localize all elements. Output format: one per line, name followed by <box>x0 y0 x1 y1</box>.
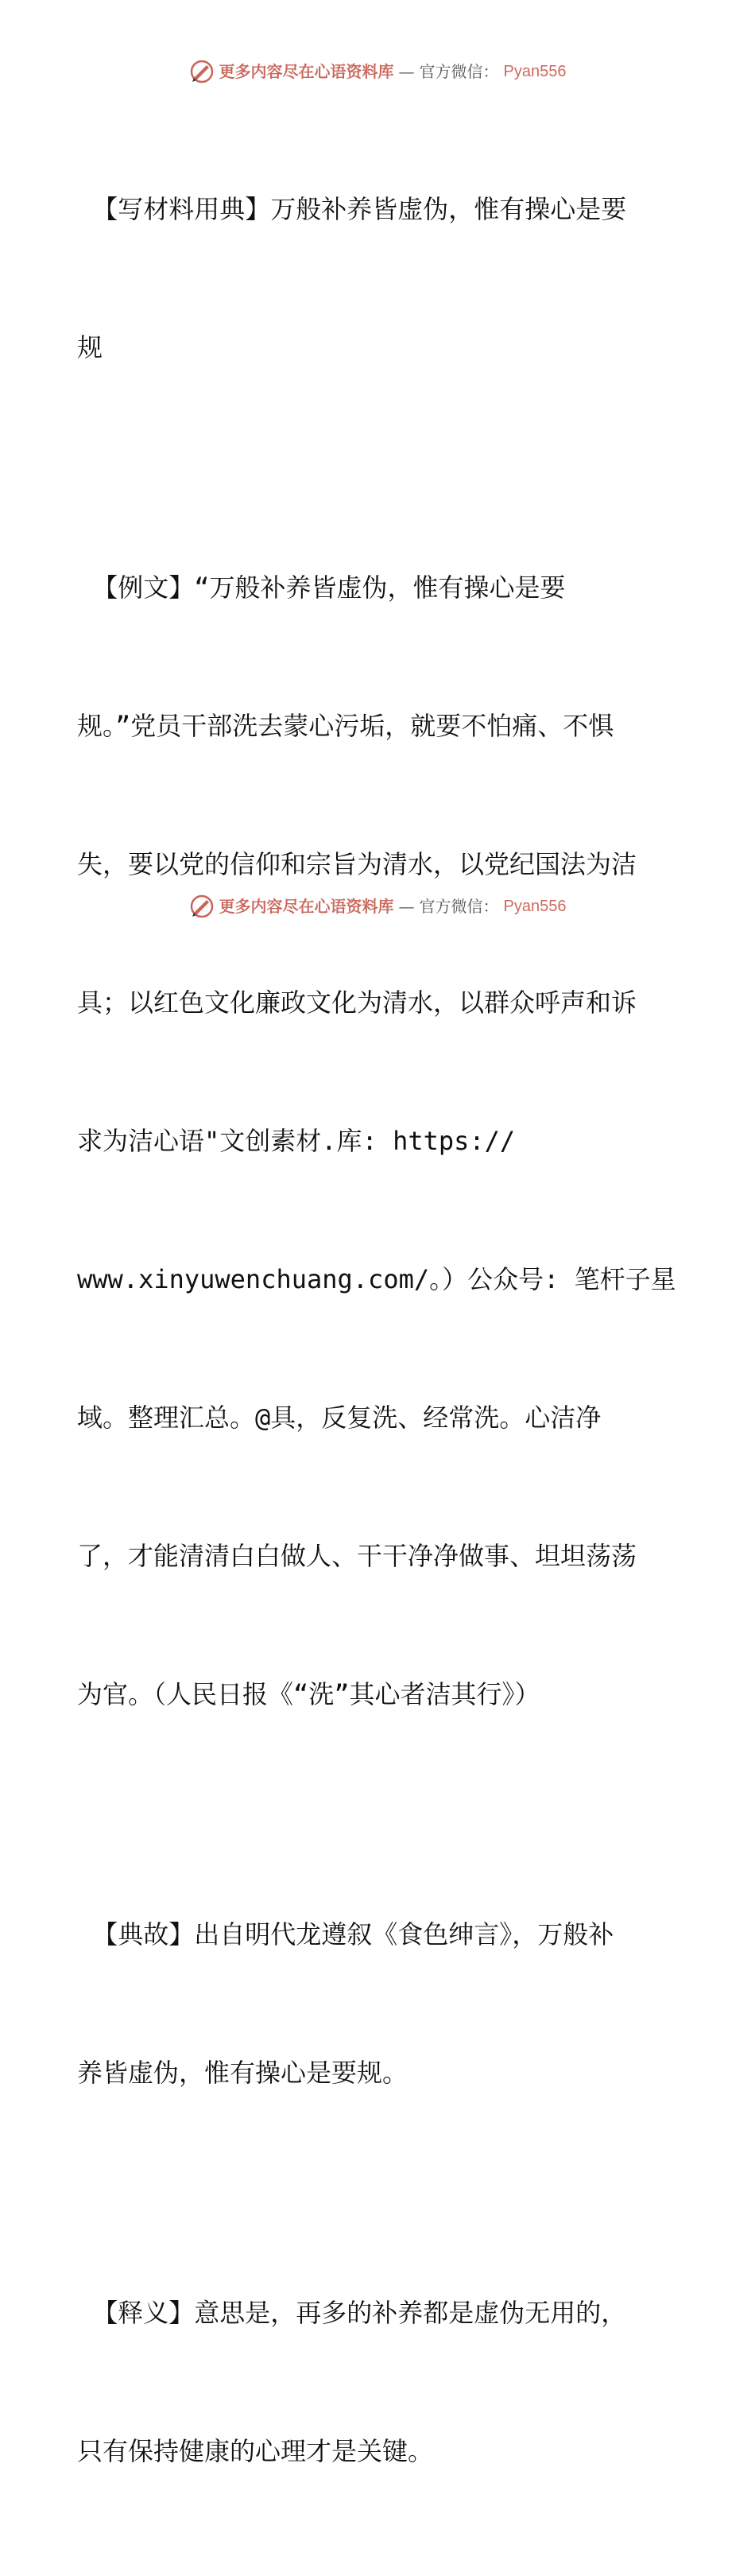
text-line: 【典故】出自明代龙遵叙《食色绅言》，万般补 <box>77 1919 614 1949</box>
document-body <box>77 94 681 2576</box>
footer-banner-title: 更多内容尽在心语资料库 <box>219 897 394 916</box>
footer-banner-wechat-label: 官方微信： <box>419 897 499 916</box>
footer-banner-content <box>189 894 567 919</box>
header-banner-wechat-id: Pyan556 <box>503 63 567 80</box>
text-line: 【释义】意思是，再多的补养都是虚伪无用的， <box>77 2298 627 2328</box>
footer-banner-separator: — <box>398 897 415 916</box>
text-line: 域。整理汇总。@具，反复洗、经常洗。心洁净 <box>77 1402 602 1433</box>
header-banner <box>0 56 755 87</box>
footer-banner-wechat-id: Pyan556 <box>503 898 567 915</box>
header-banner-wechat-label: 官方微信： <box>419 62 499 81</box>
text-line: 具；以红色文化廉政文化为清水，以群众呼声和诉 <box>77 987 637 1018</box>
text-line: 【例文】“万般补养皆虚伪，惟有操心是要 <box>77 572 566 603</box>
header-banner-separator: — <box>398 62 415 81</box>
paragraph-example <box>77 472 681 1810</box>
paragraph-meaning <box>77 2198 681 2566</box>
text-line: 规。”党员干部洗去蒙心污垢，就要不怕痛、不惧 <box>77 711 614 741</box>
paragraph-title <box>77 94 681 463</box>
pen-logo-icon <box>189 59 215 84</box>
pen-logo-icon <box>189 894 215 919</box>
text-line: www.xinyuwenchuang.com/。）公众号: 笔杆子星 <box>77 1264 676 1294</box>
paragraph-allusion <box>77 1819 681 2188</box>
text-line: 求为洁心语"文创素材.库: https:// <box>77 1126 516 1156</box>
text-line: 养皆虚伪，惟有操心是要规。 <box>77 2058 408 2088</box>
text-line: 了，才能清清白白做人、干干净净做事、坦坦荡荡 <box>77 1541 637 1571</box>
header-banner-title: 更多内容尽在心语资料库 <box>219 62 394 81</box>
text-line: 失，要以党的信仰和宗旨为清水，以党纪国法为洁 <box>77 849 637 879</box>
footer-banner <box>0 890 755 922</box>
text-line: 规 <box>77 332 103 363</box>
text-line: 只有保持健康的心理才是关键。 <box>77 2436 434 2466</box>
text-line: 【写材料用典】万般补养皆虚伪，惟有操心是要 <box>77 194 627 224</box>
header-banner-content <box>189 59 567 84</box>
text-line: 为官。（人民日报《“洗”其心者洁其行》） <box>77 1679 540 1709</box>
